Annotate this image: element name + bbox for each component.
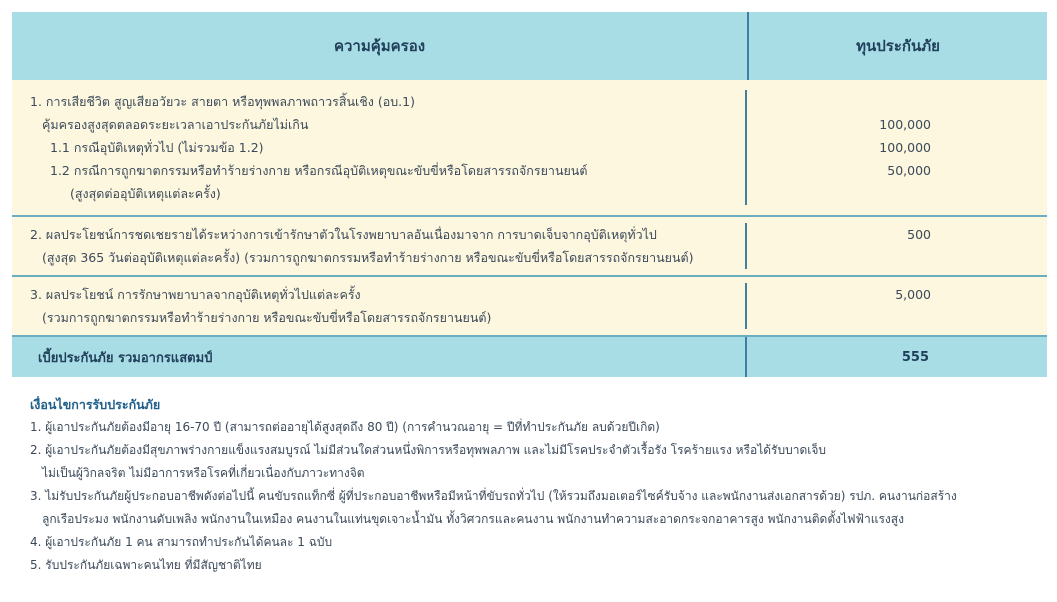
row-text: 1.1 กรณีอุบัติเหตุทั่วไป (ไม่รวมข้อ 1.2) bbox=[50, 140, 264, 155]
conditions-section bbox=[30, 394, 1040, 577]
row-text: (สูงสุด 365 วันต่ออุบัติเหตุแต่ละครั้ง) (รวมการถูกฆาตกรรมหรือทำร้ายร่างกาย หรือขณะขับขี่หรือโดยสารรถจักรยานยนต์) bbox=[42, 250, 694, 265]
table-row bbox=[12, 217, 1047, 277]
row-value: 50,000 bbox=[887, 163, 931, 178]
header-sum-insured: ทุนประกันภัย bbox=[856, 37, 940, 55]
table-header bbox=[12, 12, 1047, 80]
coverage-table bbox=[12, 12, 1047, 377]
header-coverage: ความคุ้มครอง bbox=[12, 12, 749, 80]
row-text: (สูงสุดต่ออุบัติเหตุแต่ละครั้ง) bbox=[70, 186, 221, 201]
row-value: 100,000 bbox=[879, 117, 931, 132]
row-value bbox=[747, 306, 931, 329]
row-value bbox=[747, 90, 931, 113]
condition-item: ลูกเรือประมง พนักงานดับเพลิง พนักงานในเหมือง คนงานในแท่นขุดเจาะน้ำมัน ทั้งวิศวกรและคนงาน พนักงานทำความสะอาดกระจกอาคารสูง พนักงานติดตั้งไฟฟ้าแรงสูง bbox=[42, 512, 904, 526]
row-value: 100,000 bbox=[879, 140, 931, 155]
premium-value: 555 bbox=[901, 349, 929, 365]
premium-row bbox=[12, 337, 1047, 377]
row-text: 1.2 กรณีการถูกฆาตกรรมหรือทำร้ายร่างกาย หรือกรณีอุบัติเหตุขณะขับขี่หรือโดยสารรถจักรยานยนต์ bbox=[50, 163, 588, 178]
condition-item: 1. ผู้เอาประกันภัยต้องมีอายุ 16-70 ปี (สามารถต่ออายุได้สูงสุดถึง 80 ปี) (การคำนวณอายุ = ปีที่ทำประกันภัย ลบด้วยปีเกิด) bbox=[30, 420, 660, 434]
condition-item: 5. รับประกันภัยเฉพาะคนไทย ที่มีสัญชาติไทย bbox=[30, 558, 262, 572]
row-value: 500 bbox=[907, 227, 931, 242]
row-text: 3. ผลประโยชน์ การรักษาพยาบาลจากอุบัติเหตุทั่วไปแต่ละครั้ง bbox=[30, 287, 361, 302]
row-text: 2. ผลประโยชน์การชดเชยรายได้ระหว่างการเข้ารักษาตัวในโรงพยาบาลอันเนื่องมาจาก การบาดเจ็บจากอุบัติเหตุทั่วไป bbox=[30, 227, 657, 242]
condition-item: ไม่เป็นผู้วิกลจริต ไม่มีอาการหรือโรคที่เกี่ยวเนื่องกับภาวะทางจิต bbox=[42, 466, 365, 480]
condition-item: 4. ผู้เอาประกันภัย 1 คน สามารถทำประกันได้คนละ 1 ฉบับ bbox=[30, 535, 333, 549]
row-text: คุ้มครองสูงสุดตลอดระยะเวลาเอาประกันภัยไม่เกิน bbox=[42, 117, 309, 132]
table-row bbox=[12, 277, 1047, 337]
row-value: 5,000 bbox=[895, 287, 931, 302]
condition-item: 2. ผู้เอาประกันภัยต้องมีสุขภาพร่างกายแข็งแรงสมบูรณ์ ไม่มีส่วนใดส่วนหนึ่งพิการหรือทุพพลภาพ และไม่มีโรคประจำตัวเรื้อรัง โรคร้ายแรง หรือได้รับบาดเจ็บ bbox=[30, 443, 826, 457]
conditions-title: เงื่อนไขการรับประกันภัย bbox=[30, 397, 161, 412]
row-value bbox=[747, 182, 931, 205]
row-value bbox=[747, 246, 931, 269]
row-text: 1. การเสียชีวิต สูญเสียอวัยวะ สายตา หรือทุพพลภาพถาวรสิ้นเชิง (อบ.1) bbox=[30, 94, 415, 109]
row-text: (รวมการถูกฆาตกรรมหรือทำร้ายร่างกาย หรือขณะขับขี่หรือโดยสารรถจักรยานยนต์) bbox=[42, 310, 492, 325]
condition-item: 3. ไม่รับประกันภัยผู้ประกอบอาชีพดังต่อไปนี้ คนขับรถแท็กซี่ ผู้ที่ประกอบอาชีพหรือมีหน้าที่ขับรถทั่วไป (ให้รวมถึงมอเตอร์ไซค์รับจ้าง และพนักงานส่งเอกสารด้วย) รปภ. คนงานก่อสร้าง bbox=[30, 489, 957, 503]
table-row bbox=[12, 80, 1047, 217]
premium-label: เบี้ยประกันภัย รวมอากรแสตมป์ bbox=[12, 337, 747, 377]
